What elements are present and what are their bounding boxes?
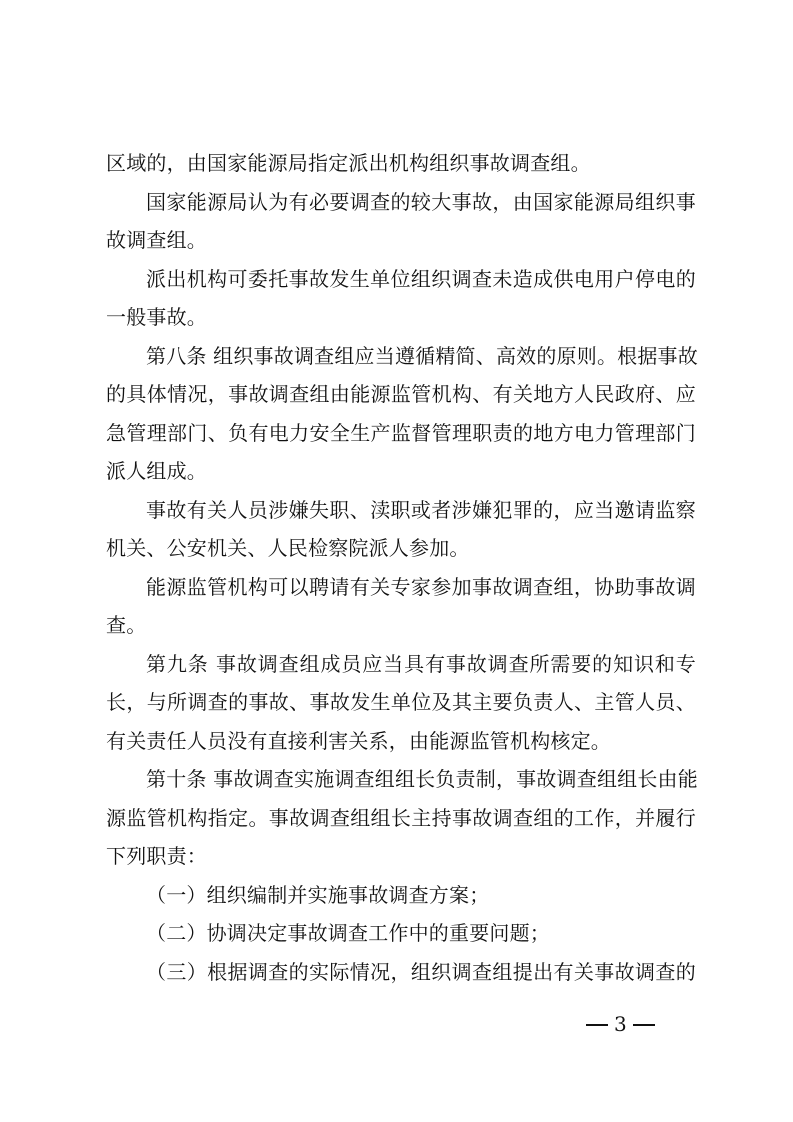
paragraph-line: 查。 xyxy=(106,613,147,637)
list-item: （三）根据调查的实际情况，组织调查组提出有关事故调查的 xyxy=(146,959,696,984)
paragraph-line: 源监管机构指定。事故调查组组长主持事故调查组的工作，并履行 xyxy=(106,805,696,830)
paragraph-line: 故调查组。 xyxy=(106,228,207,252)
left-dash-icon xyxy=(586,1024,608,1026)
paragraph-line: 机关、公安机关、人民检察院派人参加。 xyxy=(106,536,470,560)
paragraph-line: 能源监管机构可以聘请有关专家参加事故调查组，协助事故调 xyxy=(146,574,696,599)
paragraph-line: 下列职责： xyxy=(106,844,207,868)
article-heading-line: 第十条 事故调查实施调查组组长负责制，事故调查组组长由能 xyxy=(146,767,698,791)
list-item: （二）协调决定事故调查工作中的重要问题； xyxy=(146,921,550,945)
paragraph-line: 派出机构可委托事故发生单位组织调查未造成供电用户停电的 xyxy=(146,266,696,291)
paragraph-line: 国家能源局认为有必要调查的较大事故，由国家能源局组织事 xyxy=(146,189,696,214)
paragraph-line: 的具体情况，事故调查组由能源监管机构、有关地方人民政府、应 xyxy=(106,382,696,406)
paragraph-line: 长，与所调查的事故、事故发生单位及其主要负责人、主管人员、 xyxy=(106,690,696,714)
page-number: 3 xyxy=(614,1012,627,1036)
paragraph-line: 急管理部门、负有电力安全生产监督管理职责的地方电力管理部门 xyxy=(106,420,696,445)
article-heading-line: 第八条 组织事故调查组应当遵循精简、高效的原则。根据事故 xyxy=(146,343,698,368)
body-text xyxy=(106,144,696,991)
paragraph-line: 区域的，由国家能源局指定派出机构组织事故调查组。 xyxy=(106,151,591,175)
paragraph-line: 派人组成。 xyxy=(106,459,207,483)
right-dash-icon xyxy=(633,1024,655,1026)
paragraph-line: 有关责任人员没有直接利害关系，由能源监管机构核定。 xyxy=(106,728,611,753)
article-heading-line: 第九条 事故调查组成员应当具有事故调查所需要的知识和专 xyxy=(146,651,696,676)
paragraph-line: 一般事故。 xyxy=(106,305,207,329)
list-item: （一）组织编制并实施事故调查方案； xyxy=(146,882,490,907)
page-footer xyxy=(580,1010,680,1038)
paragraph-line: 事故有关人员涉嫌失职、渎职或者涉嫌犯罪的，应当邀请监察 xyxy=(146,497,696,522)
